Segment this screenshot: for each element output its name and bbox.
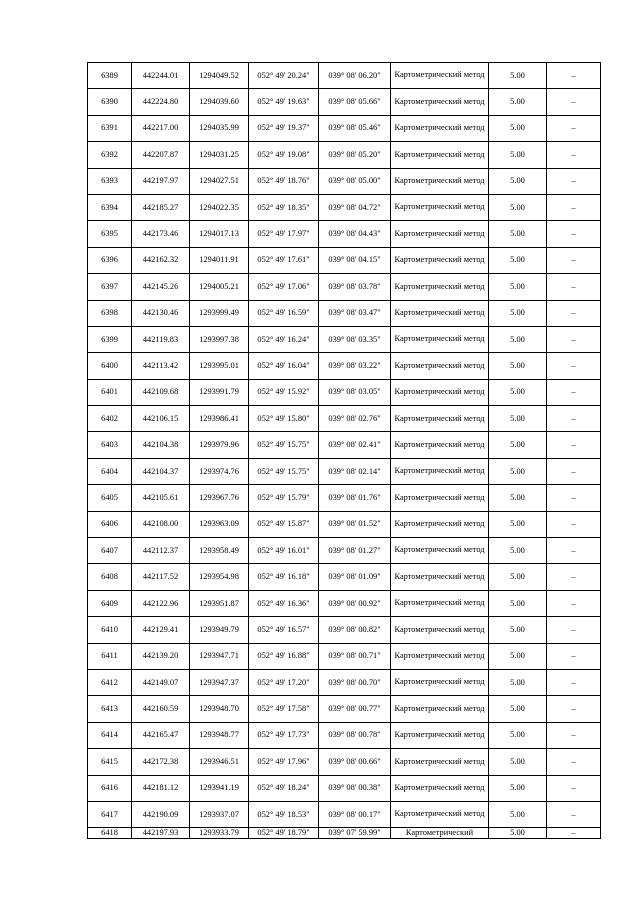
latitude-cell: 052° 49' 18.79": [249, 828, 319, 839]
y-coordinate-cell: 1293979.96: [190, 432, 249, 458]
note-cell: –: [547, 828, 601, 839]
note-cell: –: [547, 194, 601, 220]
table-row: [88, 406, 601, 432]
latitude-cell: 052° 49' 17.61": [249, 247, 319, 273]
latitude-cell: 052° 49' 17.73": [249, 722, 319, 748]
longitude-cell: 039° 08' 05.20": [319, 142, 391, 168]
accuracy-cell: 5.00: [489, 722, 547, 748]
accuracy-cell: 5.00: [489, 142, 547, 168]
y-coordinate-cell: 1293947.37: [190, 669, 249, 695]
x-coordinate-cell: 442108.00: [132, 511, 190, 537]
longitude-cell: 039° 08' 02.14": [319, 458, 391, 484]
y-coordinate-cell: 1293963.09: [190, 511, 249, 537]
latitude-cell: 052° 49' 15.87": [249, 511, 319, 537]
table-row: [88, 828, 601, 839]
point-number-cell: 6400: [88, 353, 132, 379]
note-cell: –: [547, 538, 601, 564]
note-cell: –: [547, 617, 601, 643]
accuracy-cell: 5.00: [489, 89, 547, 115]
point-number-cell: 6394: [88, 194, 132, 220]
point-number-cell: 6399: [88, 326, 132, 352]
method-cell: Картометрический метод: [391, 379, 489, 405]
y-coordinate-cell: 1294011.91: [190, 247, 249, 273]
x-coordinate-cell: 442130.46: [132, 300, 190, 326]
accuracy-cell: 5.00: [489, 696, 547, 722]
accuracy-cell: 5.00: [489, 643, 547, 669]
x-coordinate-cell: 442106.15: [132, 406, 190, 432]
table-row: [88, 511, 601, 537]
longitude-cell: 039° 08' 03.47": [319, 300, 391, 326]
longitude-cell: 039° 08' 04.15": [319, 247, 391, 273]
y-coordinate-cell: 1293999.49: [190, 300, 249, 326]
table-row: [88, 168, 601, 194]
table-row: [88, 590, 601, 616]
accuracy-cell: 5.00: [489, 749, 547, 775]
accuracy-cell: 5.00: [489, 564, 547, 590]
y-coordinate-cell: 1293933.79: [190, 828, 249, 839]
note-cell: –: [547, 379, 601, 405]
point-number-cell: 6408: [88, 564, 132, 590]
method-cell: Картометрический метод: [391, 300, 489, 326]
longitude-cell: 039° 08' 00.17": [319, 801, 391, 827]
note-cell: –: [547, 89, 601, 115]
longitude-cell: 039° 08' 01.76": [319, 485, 391, 511]
point-number-cell: 6398: [88, 300, 132, 326]
latitude-cell: 052° 49' 18.76": [249, 168, 319, 194]
note-cell: –: [547, 406, 601, 432]
method-cell: Картометрический метод: [391, 749, 489, 775]
y-coordinate-cell: 1293995.01: [190, 353, 249, 379]
point-number-cell: 6391: [88, 115, 132, 141]
table-body: [88, 63, 601, 839]
point-number-cell: 6402: [88, 406, 132, 432]
point-number-cell: 6397: [88, 274, 132, 300]
method-cell: Картометрический метод: [391, 63, 489, 89]
table-row: [88, 247, 601, 273]
accuracy-cell: 5.00: [489, 432, 547, 458]
point-number-cell: 6395: [88, 221, 132, 247]
longitude-cell: 039° 08' 05.00": [319, 168, 391, 194]
note-cell: –: [547, 643, 601, 669]
note-cell: –: [547, 326, 601, 352]
y-coordinate-cell: 1293958.49: [190, 538, 249, 564]
x-coordinate-cell: 442113.42: [132, 353, 190, 379]
y-coordinate-cell: 1293946.51: [190, 749, 249, 775]
method-cell: Картометрический метод: [391, 485, 489, 511]
x-coordinate-cell: 442165.47: [132, 722, 190, 748]
note-cell: –: [547, 168, 601, 194]
y-coordinate-cell: 1293948.70: [190, 696, 249, 722]
method-cell: Картометрический метод: [391, 564, 489, 590]
point-number-cell: 6396: [88, 247, 132, 273]
table-row: [88, 432, 601, 458]
coordinates-table-container: [87, 62, 600, 839]
table-row: [88, 775, 601, 801]
latitude-cell: 052° 49' 16.01": [249, 538, 319, 564]
x-coordinate-cell: 442162.32: [132, 247, 190, 273]
longitude-cell: 039° 08' 02.76": [319, 406, 391, 432]
accuracy-cell: 5.00: [489, 617, 547, 643]
latitude-cell: 052° 49' 17.20": [249, 669, 319, 695]
accuracy-cell: 5.00: [489, 801, 547, 827]
y-coordinate-cell: 1294035.99: [190, 115, 249, 141]
method-cell: Картометрический метод: [391, 538, 489, 564]
table-row: [88, 89, 601, 115]
point-number-cell: 6416: [88, 775, 132, 801]
longitude-cell: 039° 08' 03.78": [319, 274, 391, 300]
note-cell: –: [547, 590, 601, 616]
table-row: [88, 722, 601, 748]
accuracy-cell: 5.00: [489, 669, 547, 695]
note-cell: –: [547, 300, 601, 326]
accuracy-cell: 5.00: [489, 300, 547, 326]
method-cell: Картометрический метод: [391, 194, 489, 220]
longitude-cell: 039° 07' 59.99": [319, 828, 391, 839]
x-coordinate-cell: 442190.09: [132, 801, 190, 827]
longitude-cell: 039° 08' 03.05": [319, 379, 391, 405]
y-coordinate-cell: 1294022.35: [190, 194, 249, 220]
x-coordinate-cell: 442197.93: [132, 828, 190, 839]
table-row: [88, 379, 601, 405]
longitude-cell: 039° 08' 00.78": [319, 722, 391, 748]
note-cell: –: [547, 115, 601, 141]
accuracy-cell: 5.00: [489, 353, 547, 379]
table-row: [88, 485, 601, 511]
latitude-cell: 052° 49' 19.37": [249, 115, 319, 141]
latitude-cell: 052° 49' 16.04": [249, 353, 319, 379]
point-number-cell: 6390: [88, 89, 132, 115]
y-coordinate-cell: 1293937.07: [190, 801, 249, 827]
longitude-cell: 039° 08' 04.43": [319, 221, 391, 247]
note-cell: –: [547, 432, 601, 458]
x-coordinate-cell: 442197.97: [132, 168, 190, 194]
x-coordinate-cell: 442172.38: [132, 749, 190, 775]
accuracy-cell: 5.00: [489, 590, 547, 616]
point-number-cell: 6410: [88, 617, 132, 643]
y-coordinate-cell: 1293967.76: [190, 485, 249, 511]
point-number-cell: 6418: [88, 828, 132, 839]
x-coordinate-cell: 442224.80: [132, 89, 190, 115]
latitude-cell: 052° 49' 16.57": [249, 617, 319, 643]
point-number-cell: 6409: [88, 590, 132, 616]
longitude-cell: 039° 08' 00.38": [319, 775, 391, 801]
method-cell: Картометрический метод: [391, 326, 489, 352]
point-number-cell: 6414: [88, 722, 132, 748]
latitude-cell: 052° 49' 16.18": [249, 564, 319, 590]
method-cell: Картометрический метод: [391, 617, 489, 643]
method-cell: Картометрический метод: [391, 696, 489, 722]
accuracy-cell: 5.00: [489, 326, 547, 352]
method-cell: Картометрический метод: [391, 801, 489, 827]
latitude-cell: 052° 49' 17.58": [249, 696, 319, 722]
method-cell: Картометрический метод: [391, 406, 489, 432]
latitude-cell: 052° 49' 16.36": [249, 590, 319, 616]
latitude-cell: 052° 49' 18.53": [249, 801, 319, 827]
table-row: [88, 643, 601, 669]
method-cell: Картометрический метод: [391, 142, 489, 168]
longitude-cell: 039° 08' 00.70": [319, 669, 391, 695]
x-coordinate-cell: 442244.01: [132, 63, 190, 89]
table-row: [88, 669, 601, 695]
x-coordinate-cell: 442122.96: [132, 590, 190, 616]
table-row: [88, 617, 601, 643]
latitude-cell: 052° 49' 18.24": [249, 775, 319, 801]
y-coordinate-cell: 1294005.21: [190, 274, 249, 300]
y-coordinate-cell: 1293997.38: [190, 326, 249, 352]
table-row: [88, 801, 601, 827]
longitude-cell: 039° 08' 00.71": [319, 643, 391, 669]
accuracy-cell: 5.00: [489, 775, 547, 801]
latitude-cell: 052° 49' 15.75": [249, 432, 319, 458]
accuracy-cell: 5.00: [489, 247, 547, 273]
y-coordinate-cell: 1294031.25: [190, 142, 249, 168]
y-coordinate-cell: 1293947.71: [190, 643, 249, 669]
method-cell: Картометрический метод: [391, 458, 489, 484]
point-number-cell: 6407: [88, 538, 132, 564]
note-cell: –: [547, 511, 601, 537]
longitude-cell: 039° 08' 05.46": [319, 115, 391, 141]
latitude-cell: 052° 49' 18.35": [249, 194, 319, 220]
longitude-cell: 039° 08' 00.66": [319, 749, 391, 775]
point-number-cell: 6389: [88, 63, 132, 89]
x-coordinate-cell: 442112.37: [132, 538, 190, 564]
table-row: [88, 696, 601, 722]
point-number-cell: 6401: [88, 379, 132, 405]
latitude-cell: 052° 49' 17.06": [249, 274, 319, 300]
note-cell: –: [547, 247, 601, 273]
longitude-cell: 039° 08' 04.72": [319, 194, 391, 220]
point-number-cell: 6392: [88, 142, 132, 168]
point-number-cell: 6404: [88, 458, 132, 484]
method-cell: Картометрический метод: [391, 775, 489, 801]
note-cell: –: [547, 353, 601, 379]
x-coordinate-cell: 442217.00: [132, 115, 190, 141]
y-coordinate-cell: 1294027.51: [190, 168, 249, 194]
longitude-cell: 039° 08' 01.09": [319, 564, 391, 590]
latitude-cell: 052° 49' 20.24": [249, 63, 319, 89]
accuracy-cell: 5.00: [489, 458, 547, 484]
accuracy-cell: 5.00: [489, 485, 547, 511]
y-coordinate-cell: 1293941.19: [190, 775, 249, 801]
latitude-cell: 052° 49' 16.59": [249, 300, 319, 326]
point-number-cell: 6405: [88, 485, 132, 511]
accuracy-cell: 5.00: [489, 406, 547, 432]
longitude-cell: 039° 08' 01.27": [319, 538, 391, 564]
x-coordinate-cell: 442119.83: [132, 326, 190, 352]
table-row: [88, 274, 601, 300]
x-coordinate-cell: 442104.38: [132, 432, 190, 458]
x-coordinate-cell: 442181.12: [132, 775, 190, 801]
accuracy-cell: 5.00: [489, 221, 547, 247]
longitude-cell: 039° 08' 06.20": [319, 63, 391, 89]
latitude-cell: 052° 49' 17.97": [249, 221, 319, 247]
point-number-cell: 6393: [88, 168, 132, 194]
note-cell: –: [547, 485, 601, 511]
method-cell: Картометрический метод: [391, 590, 489, 616]
x-coordinate-cell: 442145.26: [132, 274, 190, 300]
method-cell: Картометрический метод: [391, 115, 489, 141]
note-cell: –: [547, 775, 601, 801]
longitude-cell: 039° 08' 03.35": [319, 326, 391, 352]
note-cell: –: [547, 801, 601, 827]
y-coordinate-cell: 1293974.76: [190, 458, 249, 484]
table-row: [88, 564, 601, 590]
longitude-cell: 039° 08' 00.82": [319, 617, 391, 643]
accuracy-cell: 5.00: [489, 511, 547, 537]
y-coordinate-cell: 1293986.41: [190, 406, 249, 432]
accuracy-cell: 5.00: [489, 168, 547, 194]
latitude-cell: 052° 49' 16.24": [249, 326, 319, 352]
point-number-cell: 6406: [88, 511, 132, 537]
note-cell: –: [547, 221, 601, 247]
y-coordinate-cell: 1293954.98: [190, 564, 249, 590]
x-coordinate-cell: 442173.46: [132, 221, 190, 247]
method-cell: Картометрический метод: [391, 247, 489, 273]
method-cell: Картометрический метод: [391, 669, 489, 695]
latitude-cell: 052° 49' 15.80": [249, 406, 319, 432]
method-cell: Картометрический метод: [391, 221, 489, 247]
latitude-cell: 052° 49' 15.79": [249, 485, 319, 511]
x-coordinate-cell: 442117.52: [132, 564, 190, 590]
note-cell: –: [547, 142, 601, 168]
point-number-cell: 6411: [88, 643, 132, 669]
method-cell: Картометрический метод: [391, 432, 489, 458]
x-coordinate-cell: 442104.37: [132, 458, 190, 484]
table-row: [88, 538, 601, 564]
coordinates-table: [87, 62, 601, 839]
table-row: [88, 749, 601, 775]
y-coordinate-cell: 1294049.52: [190, 63, 249, 89]
y-coordinate-cell: 1293991.79: [190, 379, 249, 405]
note-cell: –: [547, 722, 601, 748]
longitude-cell: 039° 08' 02.41": [319, 432, 391, 458]
method-cell: Картометрический метод: [391, 511, 489, 537]
point-number-cell: 6403: [88, 432, 132, 458]
accuracy-cell: 5.00: [489, 379, 547, 405]
latitude-cell: 052° 49' 15.75": [249, 458, 319, 484]
point-number-cell: 6413: [88, 696, 132, 722]
latitude-cell: 052° 49' 19.08": [249, 142, 319, 168]
x-coordinate-cell: 442105.61: [132, 485, 190, 511]
latitude-cell: 052° 49' 16.88": [249, 643, 319, 669]
method-cell: Картометрический метод: [391, 353, 489, 379]
note-cell: –: [547, 749, 601, 775]
method-cell: Картометрический метод: [391, 168, 489, 194]
method-cell: Картометрический метод: [391, 643, 489, 669]
note-cell: –: [547, 274, 601, 300]
latitude-cell: 052° 49' 19.63": [249, 89, 319, 115]
note-cell: –: [547, 564, 601, 590]
note-cell: –: [547, 458, 601, 484]
note-cell: –: [547, 669, 601, 695]
accuracy-cell: 5.00: [489, 274, 547, 300]
x-coordinate-cell: 442207.87: [132, 142, 190, 168]
x-coordinate-cell: 442139.20: [132, 643, 190, 669]
accuracy-cell: 5.00: [489, 115, 547, 141]
method-cell: Картометрический метод: [391, 722, 489, 748]
y-coordinate-cell: 1293951.87: [190, 590, 249, 616]
y-coordinate-cell: 1294039.60: [190, 89, 249, 115]
longitude-cell: 039° 08' 05.66": [319, 89, 391, 115]
note-cell: –: [547, 696, 601, 722]
y-coordinate-cell: 1293948.77: [190, 722, 249, 748]
table-row: [88, 326, 601, 352]
point-number-cell: 6415: [88, 749, 132, 775]
latitude-cell: 052° 49' 17.96": [249, 749, 319, 775]
table-row: [88, 300, 601, 326]
x-coordinate-cell: 442129.41: [132, 617, 190, 643]
longitude-cell: 039° 08' 01.52": [319, 511, 391, 537]
note-cell: –: [547, 63, 601, 89]
point-number-cell: 6417: [88, 801, 132, 827]
table-row: [88, 353, 601, 379]
method-cell: Картометрический метод: [391, 274, 489, 300]
table-row: [88, 63, 601, 89]
table-row: [88, 194, 601, 220]
y-coordinate-cell: 1293949.79: [190, 617, 249, 643]
accuracy-cell: 5.00: [489, 828, 547, 839]
x-coordinate-cell: 442185.27: [132, 194, 190, 220]
accuracy-cell: 5.00: [489, 194, 547, 220]
longitude-cell: 039° 08' 00.77": [319, 696, 391, 722]
table-row: [88, 221, 601, 247]
y-coordinate-cell: 1294017.13: [190, 221, 249, 247]
point-number-cell: 6412: [88, 669, 132, 695]
method-cell: Картометрический: [391, 828, 489, 839]
method-cell: Картометрический метод: [391, 89, 489, 115]
table-row: [88, 142, 601, 168]
accuracy-cell: 5.00: [489, 538, 547, 564]
latitude-cell: 052° 49' 15.92": [249, 379, 319, 405]
x-coordinate-cell: 442160.59: [132, 696, 190, 722]
table-row: [88, 458, 601, 484]
x-coordinate-cell: 442149.07: [132, 669, 190, 695]
longitude-cell: 039° 08' 03.22": [319, 353, 391, 379]
longitude-cell: 039° 08' 00.92": [319, 590, 391, 616]
accuracy-cell: 5.00: [489, 63, 547, 89]
x-coordinate-cell: 442109.68: [132, 379, 190, 405]
table-row: [88, 115, 601, 141]
